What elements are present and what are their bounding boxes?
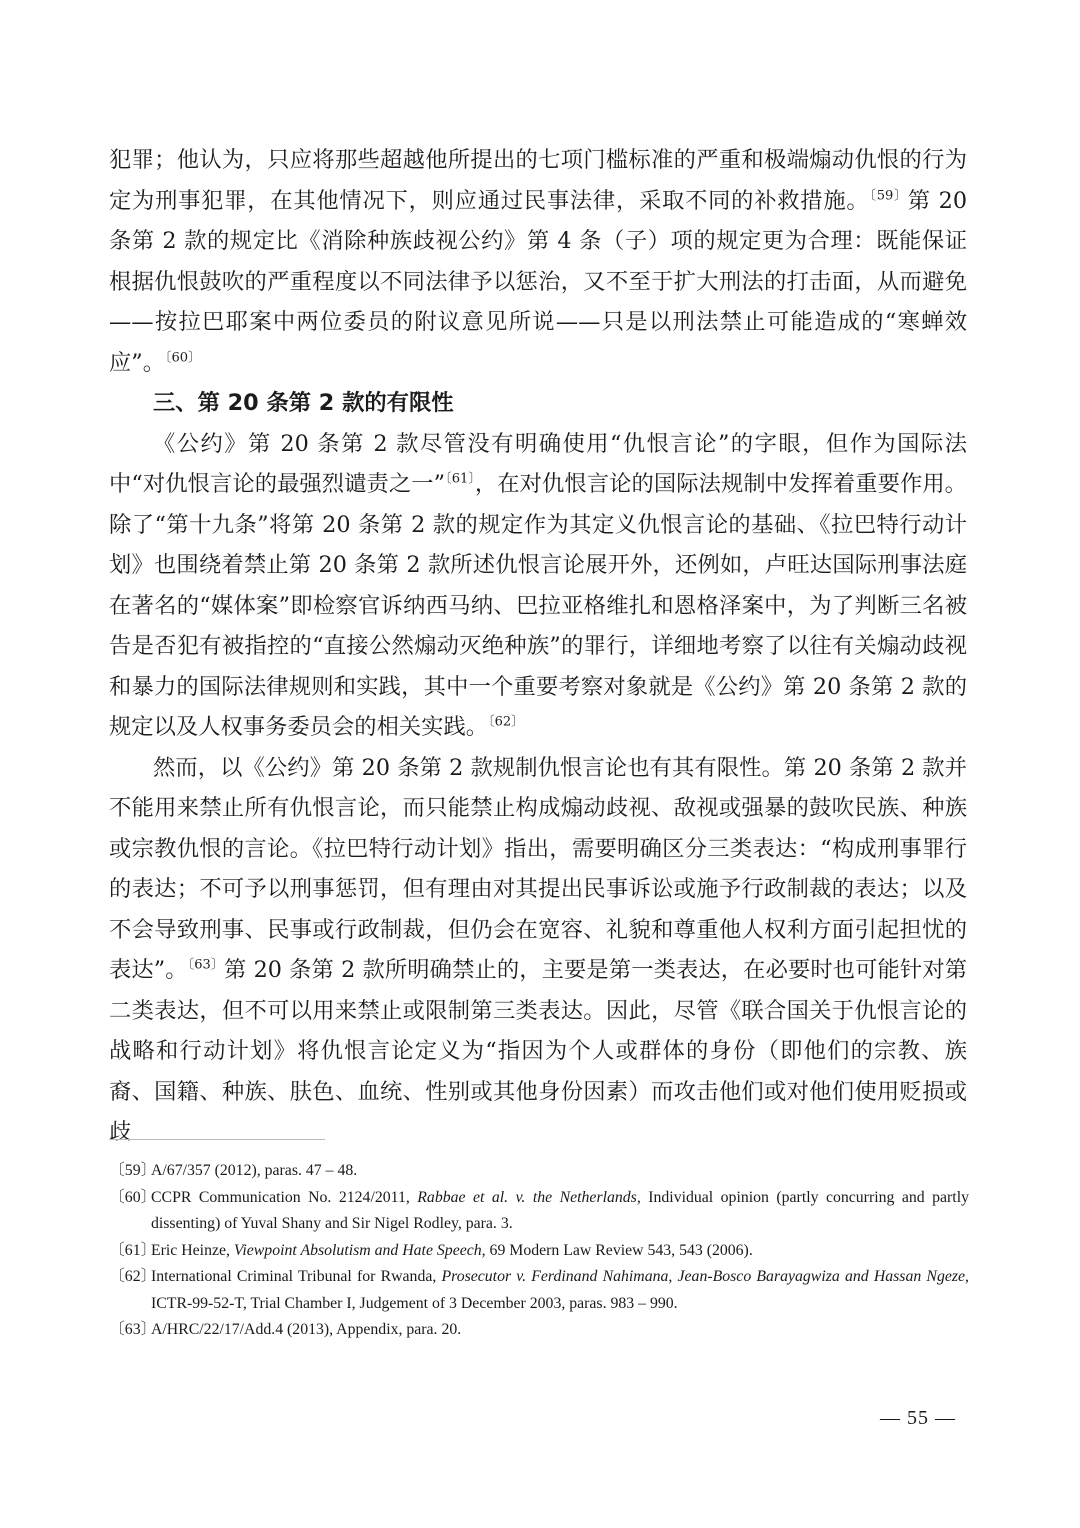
footnote-article-title: Viewpoint Absolutism and Hate Speech — [233, 1241, 482, 1259]
footnotes — [109, 1158, 969, 1344]
footnote-number: 〔63〕 — [109, 1321, 157, 1338]
footnote-59 — [109, 1158, 969, 1185]
paragraph-text: 第 20 条第 2 款所明确禁止的，主要是第一类表达，在必要时也可能针对第二类表达，但不可以用来禁止或限制第三类表达。因此，尽管《联合国关于仇恨言论的战略和行动计划》将仇恨言论定义为“指因为个人或群体的身份（即他们的宗教、族裔、国籍、种族、肤色、血统、性别或其他身份因素）而攻击他们或对他们使用贬损或歧 — [109, 957, 968, 1145]
paragraph-text: ，在对仇恨言论的国际法规制中发挥着重要作用。除了“第十九条”将第 20 条第 2 款的规定作为其定义仇恨言论的基础、《拉巴特行动计划》也围绕着禁止第 20 条第 2 款所述仇恨言论展开外，还例如，卢旺达国际刑事法庭在著名的“媒体案”即检察官诉纳西马纳、巴拉亚格维扎和恩格泽案中，为了判断三名被告是否犯有被指控的“直接公然煽动灭绝种族”的罪行，详细地考察了以往有关煽动歧视和暴力的国际法律规则和实践，其中一个重要考察对象就是《公约》第 20 条第 2 款的规定以及人权事务委员会的相关实践。 — [109, 471, 967, 740]
footnote-number: 〔61〕 — [109, 1241, 157, 1259]
footnote-number: 〔60〕 — [109, 1188, 157, 1206]
paragraph-text: 然而，以《公约》第 20 条第 2 款规制仇恨言论也有其有限性。第 20 条第 2 款并不能用来禁止所有仇恨言论，而只能禁止构成煽动歧视、敌视或强暴的鼓吹民族、种族或宗教仇恨的言论。《拉巴特行动计划》指出，需要明确区分三类表达：“构成刑事罪行的表达；不可予以刑事惩罚，但有理由对其提出民事诉讼或施予行政制裁的表达；以及不会导致刑事、民事或行政制裁，但仍会在宽容、礼貌和尊重他人权利方面引起担忧的表达”。 — [109, 754, 967, 983]
footnote-63 — [109, 1317, 969, 1344]
footnote-case-title: Rabbae et al. v. the Netherlands — [417, 1188, 637, 1206]
section-heading: 三、第 20 条第 2 款的有限性 — [153, 390, 454, 416]
footnote-text: International Criminal Tribunal for Rwanda, — [151, 1268, 442, 1285]
footnote-61 — [109, 1238, 969, 1265]
paragraph-continued — [109, 140, 967, 383]
page-number: — 55 — — [880, 1407, 956, 1429]
footnote-number: 〔59〕 — [109, 1162, 157, 1179]
footnote-text: , 69 Modern Law Review 543, 543 (2006). — [481, 1241, 753, 1259]
paragraph-text: 第 20 条第 2 款的规定比《消除种族歧视公约》第 4 条（子）项的规定更为合理：既能保证根据仇恨鼓吹的严重程度以不同法律予以惩治，又不至于扩大刑法的打击面，从而避免——按拉巴耶案中两位委员的附议意见所说——只是以刑法禁止可能造成的“寒蝉效应”。 — [109, 187, 968, 376]
footnote-number: 〔62〕 — [109, 1268, 157, 1285]
main-text — [109, 140, 967, 1153]
footnote-62 — [109, 1264, 969, 1317]
footnote-text: A/67/357 (2012), paras. 47 – 48. — [151, 1162, 358, 1179]
footnote-ref-59[interactable]: 〔59〕 — [869, 188, 908, 204]
footnote-text: CCPR Communication No. 2124/2011, — [151, 1188, 418, 1206]
paragraph-text: 《公约》第 20 条第 2 款尽管没有明确使用“仇恨言论”的字眼，但作为国际法中“对仇恨言论的最强烈谴责之一” — [109, 430, 967, 497]
footnote-ref-63[interactable]: 〔63〕 — [187, 957, 225, 973]
paragraph — [109, 748, 967, 1153]
footnote-text: A/HRC/22/17/Add.4 (2013), Appendix, para. 20. — [151, 1321, 462, 1338]
footnote-ref-62[interactable]: 〔62〕 — [488, 714, 525, 730]
footnote-text: Eric Heinze, — [151, 1241, 234, 1259]
footnote-divider — [109, 1139, 325, 1140]
footnote-ref-60[interactable]: 〔60〕 — [165, 350, 202, 366]
footnote-ref-61[interactable]: 〔61〕 — [445, 471, 475, 487]
paragraph-text: 犯罪；他认为，只应将那些超越他所提出的七项门槛标准的严重和极端煽动仇恨的行为定为刑事犯罪，在其他情况下，则应通过民事法律，采取不同的补救措施。 — [109, 147, 967, 214]
footnote-case-title: Prosecutor v. Ferdinand Nahimana, Jean-Bosco Barayagwiza and Hassan Ngeze — [441, 1268, 966, 1285]
paragraph — [109, 424, 967, 748]
footnote-60 — [109, 1185, 969, 1238]
footnote-text: , ICTR-99-52-T, Trial Chamber I, Judgement of 3 December 2003, paras. 983 – 990. — [151, 1268, 969, 1312]
footnote-text: , Individual opinion (partly concurring and partly dissenting) of Yuval Shany and Sir Nigel Rodley, para. 3. — [151, 1188, 969, 1232]
